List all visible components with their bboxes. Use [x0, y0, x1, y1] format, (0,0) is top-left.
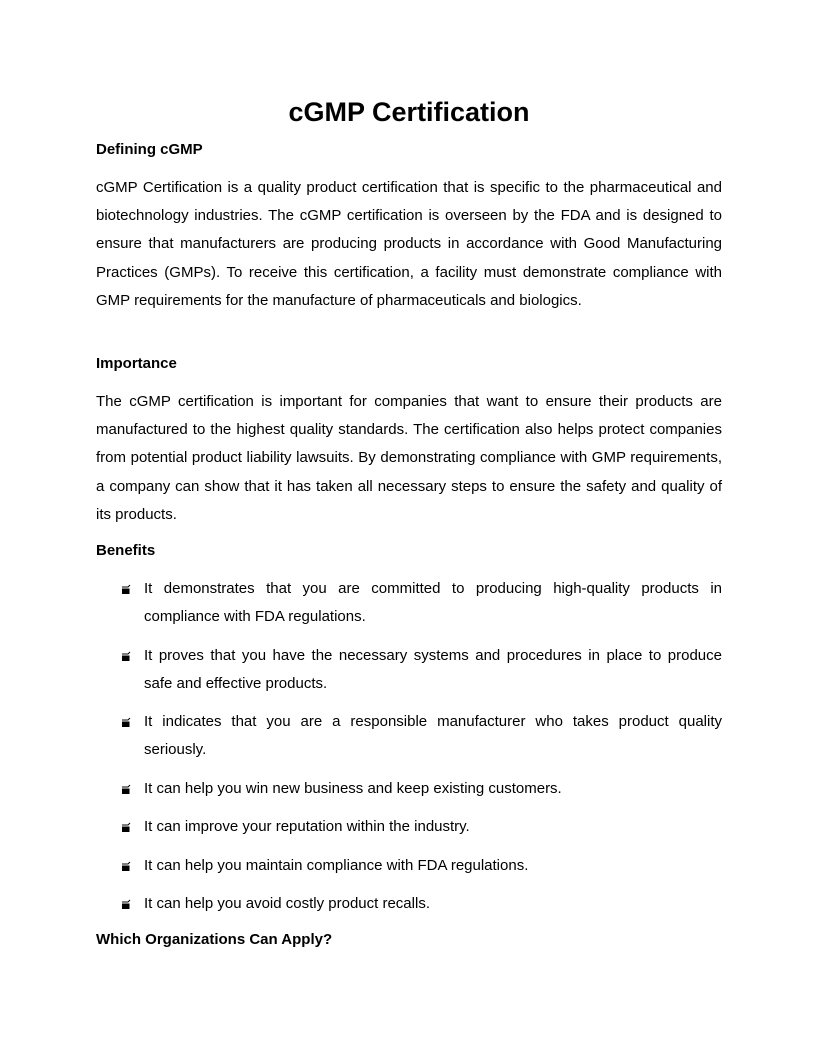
list-item-text: It demonstrates that you are committed to producing high-quality products in compliance with FDA regulations. — [144, 580, 722, 625]
paragraph-importance: The cGMP certification is important for companies that want to ensure their products are manufactured to the highest quality standards. The certification also helps protect companies from potential product liability lawsuits. By demonstrating compliance with GMP requirements, a company can show that it has taken all necessary steps to ensure the safety and quality of its products. — [96, 393, 722, 523]
checkbox-bullet-icon — [121, 651, 132, 662]
list-item-text: It can improve your reputation within the industry. — [144, 818, 470, 835]
list-item — [96, 813, 722, 841]
list-item-text: It indicates that you are a responsible manufacturer who takes product quality seriously. — [144, 713, 722, 758]
heading-defining: Defining cGMP — [96, 141, 203, 158]
heading-organizations: Which Organizations Can Apply? — [96, 931, 333, 948]
list-item — [96, 775, 722, 803]
list-item — [96, 708, 722, 764]
list-item-text: It can help you win new business and keep existing customers. — [144, 779, 562, 797]
list-item-text: It can help you avoid costly product recalls. — [144, 895, 430, 912]
list-item — [96, 642, 722, 698]
list-item-text: It proves that you have the necessary systems and procedures in place to produce safe and effective products. — [144, 646, 722, 692]
benefits-list — [96, 575, 722, 929]
document-title: cGMP Certification — [288, 97, 530, 127]
heading-importance: Importance — [96, 355, 177, 372]
checkbox-bullet-icon — [121, 861, 132, 872]
checkbox-bullet-icon — [121, 784, 132, 795]
heading-benefits: Benefits — [96, 542, 156, 559]
paragraph-defining: cGMP Certification is a quality product certification that is specific to the pharmaceutical and biotechnology industries. The cGMP certification is overseen by the FDA and is designed to ensure that manufacturers are producing products in accordance with Good Manufacturing Practices (GMPs). To receive this certification, a facility must demonstrate compliance with GMP requirements for the manufacture of pharmaceuticals and biologics. — [96, 179, 722, 309]
checkbox-bullet-icon — [121, 822, 132, 833]
checkbox-bullet-icon — [121, 584, 132, 595]
checkbox-bullet-icon — [121, 717, 132, 728]
checkbox-bullet-icon — [121, 899, 132, 910]
list-item — [96, 890, 722, 918]
list-item-text: It can help you maintain compliance with FDA regulations. — [144, 856, 529, 874]
list-item — [96, 852, 722, 880]
list-item — [96, 575, 722, 631]
